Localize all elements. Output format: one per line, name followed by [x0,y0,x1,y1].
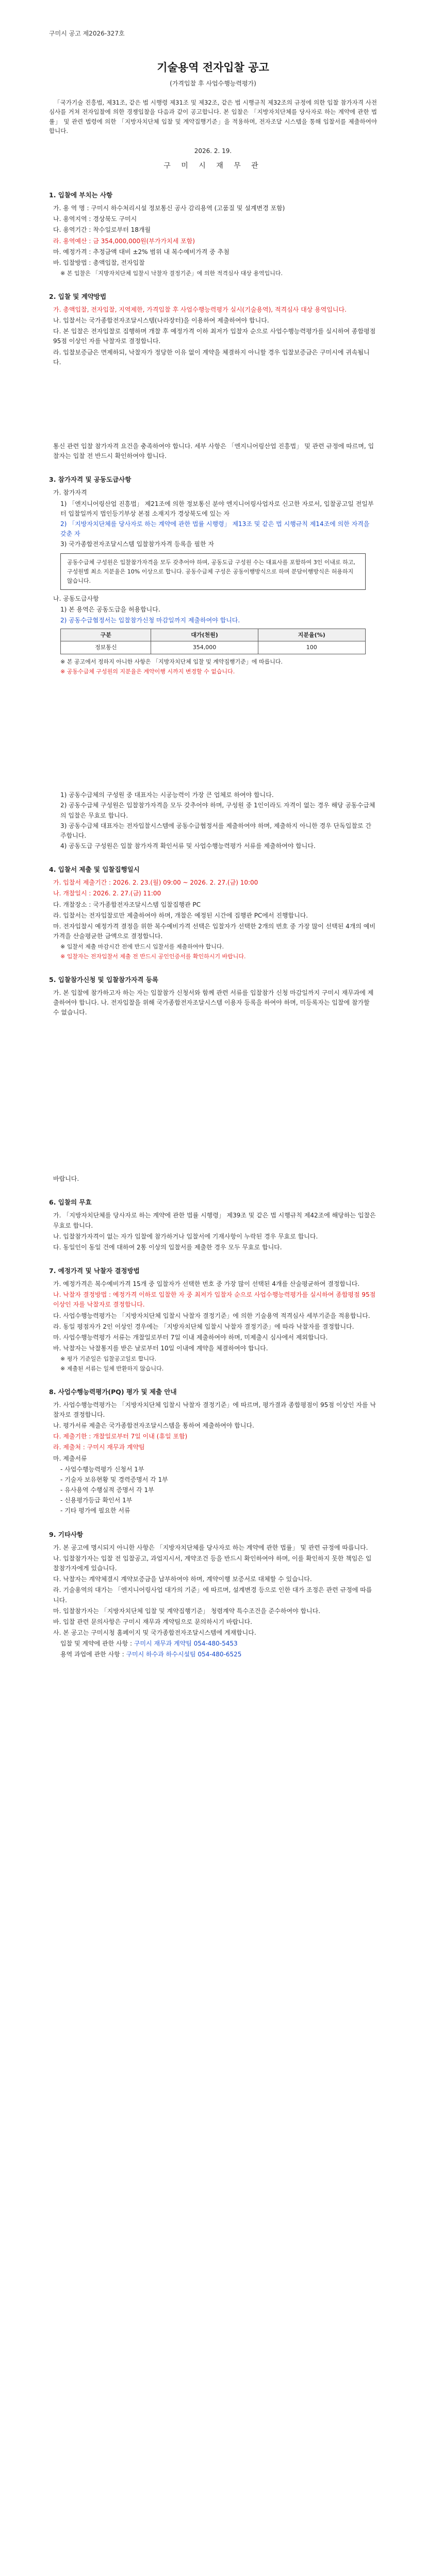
s4-item-a: 가. 입찰서 제출기간 : 2026. 2. 23.(월) 09:00 ~ 2026. 2. 27.(금) 10:00 [53,879,258,887]
section-2-title: 2. 입찰 및 계약방법 [49,292,107,300]
s9-item-d: 라. 기술용역의 대가는 「엔지니어링사업 대가의 기준」에 따르며, 설계변경 등으로 인한 대가 조정은 관련 규정에 따릅니다. [53,1586,372,1604]
issuing-org: 구 미 시 재 무 관 [163,161,263,170]
s6-item-a: 가. 「지방자치단체를 당사자로 하는 계약에 관한 법률 시행령」 제39조 및 같은 법 시행규칙 제42조에 해당하는 입찰은 무효로 합니다. [53,1212,376,1229]
s8-item-b: 나. 평가서류 제출은 국가종합전자조달시스템을 통하여 제출하여야 합니다. [53,1421,254,1429]
s9-tech-value: 구미시 하수과 하수시설팀 054-480-6525 [126,1650,242,1658]
s1-item-name: 가. 용 역 명 : 구미시 하수처리시설 정보통신 공사 감리용역 (고품질 및 설계변경 포함) [53,205,285,212]
s1-item-method: 바. 입찰방법 : 총액입찰, 전자입찰 [53,259,145,267]
fee-header-share: 지분율(%) [258,629,365,641]
s2-item-b: 나. 입찰서는 국가종합전자조달시스템(나라장터)을 이용하여 제출하여야 합니다. [53,317,269,325]
table-row [61,641,366,654]
s9-item-g: 사. 본 공고는 구미시청 홈페이지 및 국가종합전자조달시스템에 게재합니다. [53,1629,256,1637]
s7-note-1: ※ 평가 기준일은 입찰공고일로 합니다. [60,1355,157,1363]
s9-item-e: 마. 입찰참가자는 「지방자치단체 입찰 및 계약집행기준」 청렴계약 특수조건을 준수하여야 합니다. [53,1607,321,1615]
s4-note-2: ※ 입찰자는 전자입찰서 제출 전 반드시 공인인증서를 확인하시기 바랍니다. [60,953,246,960]
s9-item-c: 다. 낙찰자는 계약체결시 계약보증금을 납부하여야 하며, 계약이행 보증서로 대체할 수 있습니다. [53,1575,312,1583]
s8-item-c: 다. 제출기한 : 개찰일로부터 7일 이내 (휴일 포함) [53,1433,188,1440]
s3-item-a3: 3) 국가종합전자조달시스템 입찰참가자격 등록을 필한 자 [60,540,215,548]
s7-item-b: 나. 낙찰자 결정방법 : 예정가격 이하로 입찰한 자 중 최저가 입찰자 순으로 사업수행능력평가를 실시하여 종합평점 95점 이상인 자를 낙찰자로 결정합니다. [53,1291,376,1309]
section-9-title: 9. 기타사항 [49,1530,84,1538]
s7-item-d: 라. 동일 평점자가 2인 이상인 경우에는 「지방자치단체 입찰시 낙찰자 결정기준」에 따라 낙찰자를 결정합니다. [53,1323,354,1330]
s3-extra-2: 2) 공동수급체 구성원은 입찰참가자격을 모두 갖추어야 하며, 구성원 중 1인이라도 자격이 없는 경우 해당 공동수급체의 입찰은 무효로 합니다. [60,802,375,819]
s1-item-area: 나. 용역지역 : 경상북도 구미시 [53,215,137,223]
s4-item-d: 라. 입찰서는 전자입찰로만 제출하여야 하며, 개찰은 예정된 시간에 집행관 PC에서 진행합니다. [53,911,308,919]
s9-item-a: 가. 본 공고에 명시되지 아니한 사항은 「지방자치단체를 당사자로 하는 계약에 관한 법률」 및 관련 규정에 따릅니다. [53,1544,368,1551]
s5-text: 가. 본 입찰에 참가하고자 하는 자는 입찰참가 신청서와 함께 관련 서류를 입찰참가 신청 마감일까지 구미시 재무과에 제출하여야 합니다. 나. 전자입찰을 위해 국가종합전자조달시스템 이용자 등록을 하여야 하며, 미등록자는 입찰에 참가할 수 없습니다. [53,989,374,1016]
fee-header-amount: 대가(천원) [151,629,258,641]
s8-doc-3: - 유사용역 수행실적 증명서 각 1부 [60,1486,154,1494]
s4-item-e: 마. 전자입찰시 예정가격 결정을 위한 복수예비가격 선택은 입찰자가 선택한 2개의 번호 중 가장 많이 선택된 4개의 예비가격을 산술평균한 금액으로 결정합니다. [53,923,375,940]
s7-note-2: ※ 제출된 서류는 일체 반환하지 않습니다. [60,1365,164,1372]
s8-doc-2: - 기술자 보유현황 및 경력증명서 각 1부 [60,1476,168,1483]
s8-item-a: 가. 사업수행능력평가는 「지방자치단체 입찰시 낙찰자 결정기준」에 따르며, 평가결과 종합평점이 95점 이상인 자를 낙찰자로 결정합니다. [53,1401,376,1418]
fee-table [60,629,366,654]
s1-item-budget: 라. 용역예산 : 금 354,000,000원(부가가치세 포함) [53,237,195,245]
notice-number: 구미시 공고 제2026-327호 [49,30,125,37]
s8-doc-1: - 사업수행능력평가 신청서 1부 [60,1465,144,1473]
intro-paragraph: 「국가기술 진흥법, 제31조, 같은 법 시행령 제31조 및 제32조, 같은 법 시행규칙 제32조의 규정에 의한 입찰 참가자격 사전심사를 거쳐 전자입찰에 의한 경쟁입찰을 다음과 같이 공고합니다. 본 입찰은 「지방자치단체를 당사자로 하는 계약에 관한 법률」 및 관련 법령에 의한 「지방자치단체 입찰 및 계약집행기준」을 적용하며, 전자조달 시스템을 통해 입찰서를 제출하여야 합니다. [49,98,377,135]
s3-item-a1: 1) 「엔지니어링산업 진흥법」 제21조에 의한 정보통신 분야 엔지니어링사업자로 신고한 자로서, 입찰공고일 전일부터 입찰일까지 법인등기부상 본점 소재지가 경상북도에 있는 자 [60,500,374,517]
section-7-title: 7. 예정가격 및 낙찰자 결정방법 [49,1267,140,1275]
s3-extra-3: 3) 공동수급체 대표자는 전자입찰시스템에 공동수급협정서를 제출하여야 하며, 제출하지 아니한 경우 단독입찰로 간주합니다. [60,822,371,839]
s3-extra-4: 4) 공동도급 구성원은 입찰 참가자격 확인서류 및 사업수행능력평가 서류를 제출하여야 합니다. [60,842,316,850]
s3-sub-item-2: 2) 공동수급협정서는 입찰참가신청 마감일까지 제출하여야 합니다. [60,616,240,624]
s6-item-b: 나. 입찰참가자격이 없는 자가 입찰에 참가하거나 입찰서에 기재사항이 누락된 경우 무효로 합니다. [53,1232,318,1240]
s7-item-f: 바. 낙찰자는 낙찰통지를 받은 날로부터 10일 이내에 계약을 체결하여야 합니다. [53,1345,268,1352]
page-title: 기술용역 전자입찰 공고 [157,61,269,74]
s3-note-2: ※ 공동수급체 구성원의 지분율은 계약이행 시까지 변경할 수 없습니다. [60,668,235,675]
section-8-title: 8. 사업수행능력평가(PQ) 평가 및 제출 안내 [49,1387,177,1396]
s9-tech-label: 용역 과업에 관한 사항 : [60,1650,124,1658]
section-3-title: 3. 참가자격 및 공동도급사항 [49,476,132,484]
s9-contact-value: 구미시 재무과 계약팀 054-480-5453 [134,1640,238,1648]
s2-item-c: 다. 본 입찰은 전자입찰로 집행하며 개찰 후 예정가격 이하 최저가 입찰자 순으로 사업수행능력평가를 실시하여 종합평점 95점 이상인 자를 낙찰자로 결정합니다. [53,328,376,345]
s1-item-estimate: 마. 예정가격 : 추정금액 대비 ±2% 범위 내 복수예비가격 중 추첨 [53,248,230,256]
s9-contact-label: 입찰 및 계약에 관한 사항 : [60,1640,133,1648]
s8-doc-5: - 기타 평가에 필요한 서류 [60,1507,130,1515]
section-6-title: 6. 입찰의 무효 [49,1198,92,1207]
s2-item-d: 라. 입찰보증금은 면제하되, 낙찰자가 정당한 이유 없이 계약을 체결하지 아니할 경우 입찰보증금은 구미시에 귀속됩니다. [53,348,370,366]
s8-doc-4: - 신용평가등급 확인서 1부 [60,1497,133,1504]
s9-item-f: 바. 입찰 관련 문의사항은 구미시 재무과 계약팀으로 문의하시기 바랍니다. [53,1618,252,1625]
notice-date: 2026. 2. 19. [194,147,232,155]
page-subtitle: (가격입찰 후 사업수행능력평가) [170,79,256,87]
s9-item-b: 나. 입찰참가자는 입찰 전 입찰공고, 과업지시서, 계약조건 등을 반드시 확인하여야 하며, 이를 확인하지 못한 책임은 입찰참가자에게 있습니다. [53,1554,372,1572]
s7-item-c: 다. 사업수행능력평가는 「지방자치단체 입찰시 낙찰자 결정기준」에 의한 기술용역 적격심사 세부기준을 적용합니다. [53,1312,370,1319]
s3-sub-item-1: 1) 본 용역은 공동도급을 허용합니다. [60,606,160,614]
s4-item-b: 나. 개찰일시 : 2026. 2. 27.(금) 11:00 [53,890,161,897]
s7-item-a: 가. 예정가격은 복수예비가격 15개 중 입찰자가 선택한 번호 중 가장 많이 선택된 4개를 산술평균하여 결정합니다. [53,1280,359,1288]
fee-header-type: 구분 [61,629,151,641]
s8-item-d: 라. 제출처 : 구미시 재무과 계약팀 [53,1444,145,1451]
s9-tech-contact [60,1650,377,1659]
s8-item-e: 마. 제출서류 [53,1454,87,1462]
s2-continued: 통신 관련 입찰 참가자격 요건을 충족하여야 합니다. 세부 사항은 「엔지니어링산업 진흥법」 및 관련 규정에 따르며, 입찰자는 입찰 전 반드시 확인하여야 합니다. [53,442,374,460]
s3-note-1: ※ 본 공고에서 정하지 아니한 사항은 「지방자치단체 입찰 및 계약집행기준」에 따릅니다. [60,658,283,665]
s3-item-a2: 2) 「지방자치단체를 당사자로 하는 계약에 관한 법률 시행령」 제13조 및 같은 법 시행규칙 제14조에 의한 자격을 갖춘 자 [60,520,370,538]
s1-item-period: 다. 용역기간 : 착수일로부터 18개월 [53,226,151,234]
s7-item-e: 마. 사업수행능력평가 서류는 개찰일로부터 7일 이내 제출하여야 하며, 미제출시 심사에서 제외합니다. [53,1334,328,1342]
s3-notice-box: 공동수급체 구성원은 입찰참가자격을 모두 갖추어야 하며, 공동도급 구성원 수는 대표사를 포함하여 3인 이내로 하고, 구성원별 최소 지분율은 10% 이상으로 합니다. 공동수급체 구성은 공동이행방식으로 하며 분담이행방식은 허용하지 않습니다. [60,553,366,590]
section-4-title: 4. 입찰서 제출 및 입찰집행일시 [49,866,140,874]
s1-note: ※ 본 입찰은 「지방자치단체 입찰시 낙찰자 결정기준」에 의한 적격심사 대상 용역입니다. [60,270,283,277]
fee-cell-amount: 354,000 [151,641,258,654]
fee-cell-type: 정보통신 [61,641,151,654]
s5-tail: 바랍니다. [53,1175,79,1183]
s2-item-a: 가. 총액입찰, 전자입찰, 지역제한, 가격입찰 후 사업수행능력평가 실시(기술용역), 적격심사 대상 용역입니다. [53,306,347,313]
s6-item-c: 다. 동일인이 동일 건에 대하여 2통 이상의 입찰서를 제출한 경우 모두 무효로 합니다. [53,1243,282,1251]
section-5-title: 5. 입찰참가신청 및 입찰참가자격 등록 [49,975,158,984]
fee-cell-share: 100 [258,641,365,654]
s3-extra-1: 1) 공동수급체의 구성원 중 대표자는 시공능력이 가장 큰 업체로 하여야 합니다. [60,791,274,799]
s3-item-a: 가. 참가자격 [53,489,87,497]
s4-note-1: ※ 입찰서 제출 마감시간 전에 반드시 입찰서를 제출하여야 합니다. [60,943,224,951]
section-1-title: 1. 입찰에 부치는 사항 [49,191,113,199]
s4-item-c: 다. 개찰장소 : 국가종합전자조달시스템 입찰집행관 PC [53,901,201,908]
s3-sub-title: 나. 공동도급사항 [53,595,99,603]
s9-contact [60,1639,377,1649]
